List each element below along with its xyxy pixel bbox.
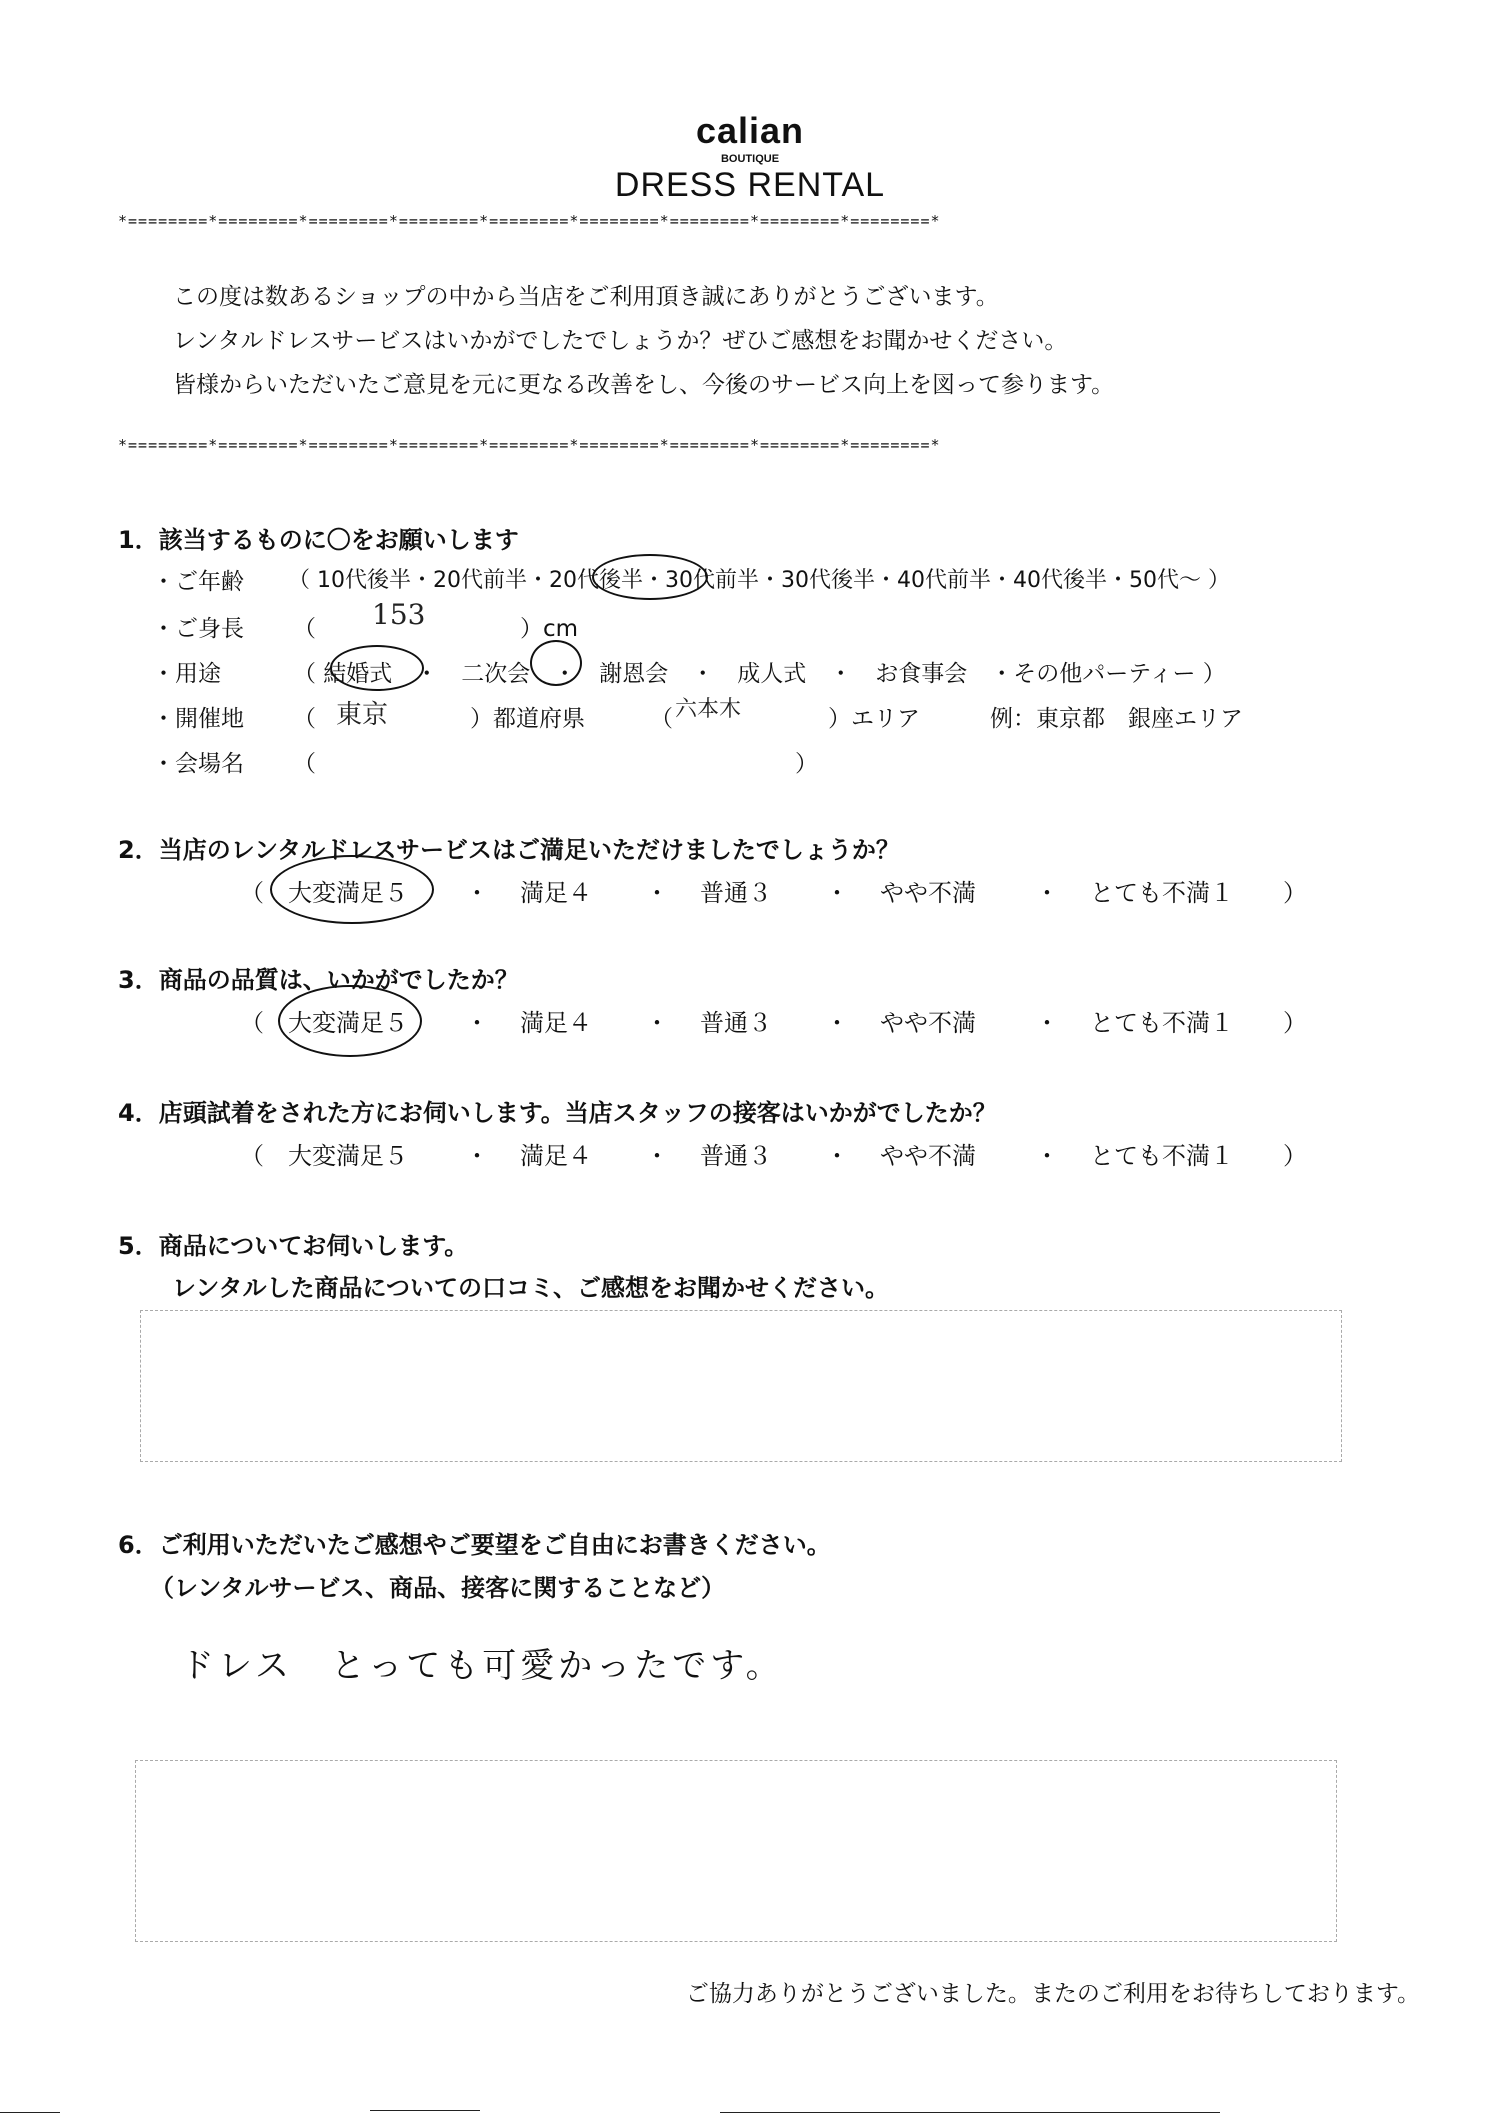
q4-sep-4: ・	[1035, 1142, 1059, 1170]
q4-option-2[interactable]: やや不満	[880, 1142, 976, 1170]
place-pref-value[interactable]: 東京	[336, 700, 389, 730]
age-label: ・ご年齢	[152, 569, 244, 595]
q3-sep-2: ・	[645, 1009, 669, 1037]
scan-edge-left	[0, 2112, 60, 2113]
q4-close: ）	[1283, 1142, 1307, 1170]
height-unit: ）cm	[520, 616, 579, 642]
purpose-label: ・用途	[152, 661, 221, 687]
height-value[interactable]: 153	[372, 598, 426, 631]
q1-title: 1．該当するものに〇をお願いします	[118, 526, 519, 554]
brand-logo: calian	[695, 110, 805, 151]
q6-handwritten-answer[interactable]: ドレス とっても可愛かったです。	[180, 1646, 784, 1686]
q3-sep-1: ・	[465, 1009, 489, 1037]
q3-option-2[interactable]: やや不満	[880, 1009, 976, 1037]
q2-selection-circle	[270, 855, 434, 924]
q4-option-1[interactable]: とても不満１	[1090, 1142, 1234, 1170]
purpose-selection-circle-2	[530, 640, 582, 686]
height-label: ・ご身長	[152, 616, 244, 642]
q3-sep-4: ・	[1035, 1009, 1059, 1037]
q2-sep-4: ・	[1035, 879, 1059, 907]
place-area-suffix: ）エリア	[828, 706, 920, 732]
q2-option-4[interactable]: 満足４	[520, 879, 592, 907]
age-selection-circle	[592, 554, 708, 600]
q3-option-3[interactable]: 普通３	[700, 1009, 772, 1037]
q3-option-4[interactable]: 満足４	[520, 1009, 592, 1037]
divider-top: *========*========*========*========*========*========*========*========*========*	[118, 212, 941, 230]
form-title: DRESS RENTAL	[614, 166, 886, 204]
closing-message: ご協力ありがとうございました。またのご利用をお待ちしております。	[685, 1981, 1420, 2007]
brand-subtitle: BOUTIQUE	[720, 153, 780, 165]
q4-sep-3: ・	[825, 1142, 849, 1170]
q3-selection-circle	[278, 985, 422, 1057]
venue-close-paren: ）	[795, 751, 818, 777]
q4-option-4[interactable]: 満足４	[520, 1142, 592, 1170]
q2-close: ）	[1283, 879, 1307, 907]
q5-subtitle: レンタルした商品についての口コミ、ご感想をお聞かせください。	[172, 1274, 889, 1302]
place-example: 例：東京都 銀座エリア	[990, 706, 1243, 732]
q2-sep-3: ・	[825, 879, 849, 907]
scan-edge-mid	[370, 2110, 480, 2111]
q3-title: 3．商品の品質は、いかがでしたか？	[118, 966, 519, 994]
q6-title: 6．ご利用いただいたご感想やご要望をご自由にお書きください。	[118, 1531, 831, 1559]
place-label: ・開催地	[152, 706, 244, 732]
q4-open: （	[240, 1142, 264, 1170]
q3-close: ）	[1283, 1009, 1307, 1037]
q3-open: （	[240, 1009, 264, 1037]
q2-option-5[interactable]: 大変満足５	[288, 879, 408, 907]
venue-open-paren: （	[293, 751, 316, 777]
age-options: （ 10代後半・20代前半・20代後半・30代前半・30代後半・40代前半・40代後半・50代～ ）	[288, 568, 1230, 593]
place-area-open-paren: （	[650, 706, 673, 732]
intro-line-1: この度は数あるショップの中から当店をご利用頂き誠にありがとうございます。	[173, 284, 999, 310]
divider-bottom: *========*========*========*========*========*========*========*========*========*	[118, 436, 941, 454]
intro-line-2: レンタルドレスサービスはいかがでしたでしょうか？ぜひご感想をお聞かせください。	[173, 328, 1068, 354]
q5-answer-box[interactable]	[140, 1310, 1342, 1462]
q2-open: （	[240, 879, 264, 907]
q4-option-5[interactable]: 大変満足５	[288, 1142, 408, 1170]
q3-option-5[interactable]: 大変満足５	[288, 1009, 408, 1037]
q6-subtitle: （レンタルサービス、商品、接客に関することなど）	[150, 1574, 726, 1602]
scan-edge-right	[720, 2112, 1220, 2113]
q4-sep-2: ・	[645, 1142, 669, 1170]
place-pref-suffix: ）都道府県	[470, 706, 585, 732]
q3-sep-3: ・	[825, 1009, 849, 1037]
q2-sep-1: ・	[465, 879, 489, 907]
q4-sep-1: ・	[465, 1142, 489, 1170]
q2-title: 2．当店のレンタルドレスサービスはご満足いただけましたでしょうか？	[118, 836, 900, 864]
q4-title: 4．店頭試着をされた方にお伺いします。当店スタッフの接客はいかがでしたか？	[118, 1099, 997, 1127]
q2-sep-2: ・	[645, 879, 669, 907]
height-open-paren: （	[293, 616, 316, 642]
purpose-selection-circle-1	[330, 645, 424, 691]
venue-label: ・会場名	[152, 751, 244, 777]
place-open-paren: （	[293, 706, 316, 732]
q3-option-1[interactable]: とても不満１	[1090, 1009, 1234, 1037]
q2-option-2[interactable]: やや不満	[880, 879, 976, 907]
q5-title: 5．商品についてお伺いします。	[118, 1232, 469, 1260]
place-area-value[interactable]: 六本木	[675, 697, 742, 722]
q2-option-3[interactable]: 普通３	[700, 879, 772, 907]
q2-option-1[interactable]: とても不満１	[1090, 879, 1234, 907]
purpose-options: （ 結婚式 ・ 二次会 ・ 謝恩会 ・ 成人式 ・ お食事会 ・その他パーティー ）	[293, 661, 1226, 687]
intro-line-3: 皆様からいただいたご意見を元に更なる改善をし、今後のサービス向上を図って参ります。	[173, 372, 1115, 398]
q4-option-3[interactable]: 普通３	[700, 1142, 772, 1170]
q6-answer-box[interactable]	[135, 1760, 1337, 1942]
